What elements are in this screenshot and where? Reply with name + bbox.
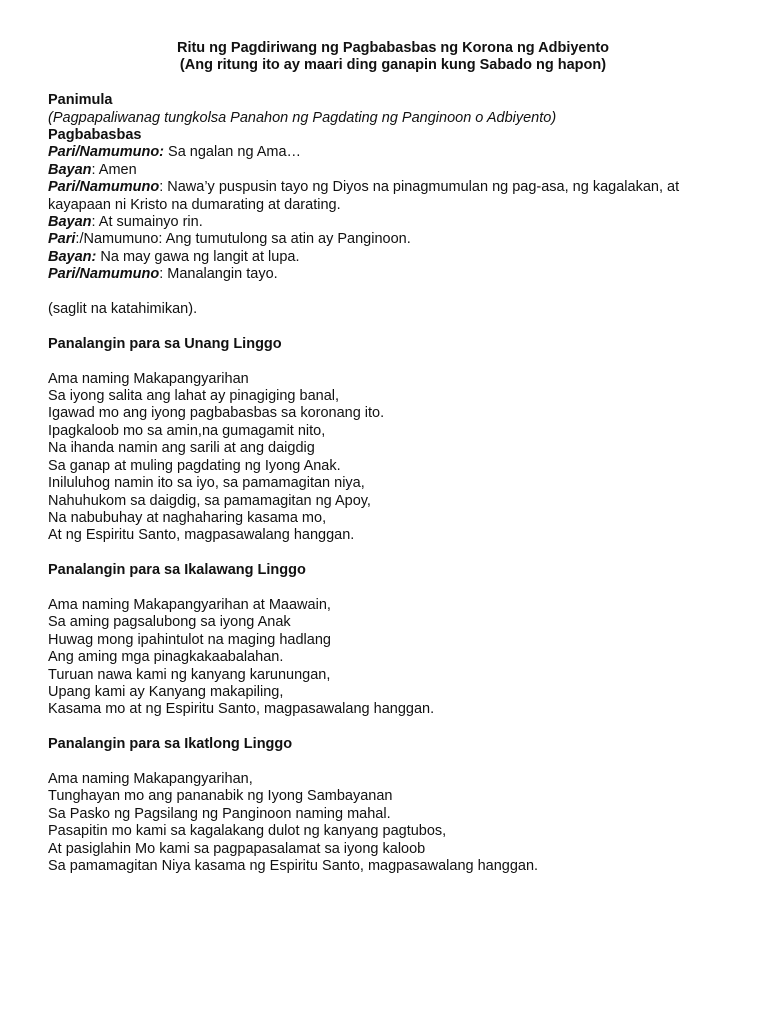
- spacer: [48, 754, 738, 771]
- document-page: [48, 40, 738, 875]
- exchange-text: : At sumainyo rin.: [91, 214, 203, 231]
- spacer: [48, 719, 738, 736]
- exchange-line: [48, 266, 738, 283]
- prayer-line: Sa iyong salita ang lahat ay pinagiging banal,: [48, 388, 340, 405]
- exchange-text: : Nawa’y puspusin tayo ng Diyos na pinagmumulan ng pag-asa, ng kagalakan, at kayapaan ni Kristo na dumarating at darating.: [48, 179, 680, 213]
- prayer-line: Huwag mong ipahintulot na maging hadlang: [48, 631, 331, 648]
- speaker-role: Pari: [48, 231, 76, 248]
- prayer-line: Upang kami ay Kanyang makapiling,: [48, 683, 284, 700]
- exchange-text: Sa ngalan ng Ama…: [164, 144, 302, 161]
- spacer: [48, 318, 738, 335]
- spacer: [48, 284, 738, 301]
- exchange-line: [48, 214, 738, 231]
- exchange-line: [48, 162, 738, 179]
- exchange-line: [48, 231, 738, 248]
- prayer-line: Na ihanda namin ang sarili at ang daigdig: [48, 440, 315, 457]
- prayer-line: Ama naming Makapangyarihan at Maawain,: [48, 596, 331, 613]
- prayer-line: Ang aming mga pinagkakaabalahan.: [48, 649, 284, 666]
- speaker-role: Bayan: [48, 214, 92, 231]
- prayer-line: At pasiglahin Mo kami sa pagpapasalamat sa iyong kaloob: [48, 840, 426, 857]
- spacer: [48, 353, 738, 370]
- prayer-line: Pasapitin mo kami sa kagalakang dulot ng kanyang pagtubos,: [48, 823, 447, 840]
- section-heading-prayer2: Panalangin para sa Ikalawang Linggo: [48, 562, 306, 579]
- exchange-text: :/Namumuno: Ang tumutulong sa atin ay Panginoon.: [75, 231, 411, 248]
- spacer: [48, 545, 738, 562]
- prayer2-lines: [48, 597, 738, 719]
- speaker-role: Pari/Namumuno: [48, 266, 160, 283]
- prayer-line: At ng Espiritu Santo, magpasawalang hanggan.: [48, 527, 355, 544]
- prayer-line: Na nabubuhay at naghaharing kasama mo,: [48, 509, 327, 526]
- spacer: [48, 75, 738, 92]
- prayer-line: Turuan nawa kami ng kanyang karunungan,: [48, 666, 331, 683]
- prayer-line: Sa pamamagitan Niya kasama ng Espiritu Santo, magpasawalang hanggan.: [48, 857, 539, 874]
- prayer-line: Ipagkaloob mo sa amin,na gumagamit nito,: [48, 422, 326, 439]
- exchange-line: [48, 179, 738, 214]
- silence-note: (saglit na katahimikan).: [48, 301, 198, 318]
- exchange-text: Na may gawa ng langit at lupa.: [96, 248, 300, 265]
- speaker-role: Pari/Namumuno: [48, 179, 160, 196]
- section-heading-panimula: Panimula: [48, 92, 113, 109]
- document-title: Ritu ng Pagdiriwang ng Pagbabasbas ng Korona ng Adbiyento: [176, 40, 610, 56]
- exchange-line: [48, 144, 738, 161]
- panimula-note: (Pagpapaliwanag tungkolsa Panahon ng Pagdating ng Panginoon o Adbiyento): [48, 109, 557, 126]
- prayer1-lines: [48, 371, 738, 545]
- exchange-text: : Manalangin tayo.: [159, 266, 278, 283]
- prayer-line: Nahuhukom sa daigdig, sa pamamagitan ng Apoy,: [48, 492, 371, 509]
- speaker-role: Bayan: [48, 161, 92, 178]
- prayer-line: Sa Pasko ng Pagsilang ng Panginoon naming mahal.: [48, 805, 391, 822]
- spacer: [48, 580, 738, 597]
- section-heading-prayer1: Panalangin para sa Unang Linggo: [48, 335, 282, 352]
- speaker-role: Pari/Namumuno:: [48, 144, 165, 161]
- exchange-text: : Amen: [91, 161, 137, 178]
- speaker-role: Bayan:: [48, 248, 97, 265]
- prayer-line: Iniluluhog namin ito sa iyo, sa pamamagitan niya,: [48, 475, 365, 492]
- prayer3-lines: [48, 771, 738, 875]
- document-subtitle: (Ang ritung ito ay maari ding ganapin kung Sabado ng hapon): [179, 57, 607, 74]
- exchange-line: [48, 249, 738, 266]
- prayer-line: Kasama mo at ng Espiritu Santo, magpasawalang hanggan.: [48, 701, 435, 718]
- prayer-line: Sa ganap at muling pagdating ng Iyong Anak.: [48, 457, 341, 474]
- prayer-line: Ama naming Makapangyarihan: [48, 370, 249, 387]
- prayer-line: Sa aming pagsalubong sa iyong Anak: [48, 614, 291, 631]
- prayer-line: Igawad mo ang iyong pagbabasbas sa koronang ito.: [48, 405, 385, 422]
- section-heading-prayer3: Panalangin para sa Ikatlong Linggo: [48, 736, 293, 753]
- prayer-line: Tunghayan mo ang pananabik ng Iyong Sambayanan: [48, 788, 393, 805]
- prayer-line: Ama naming Makapangyarihan,: [48, 770, 253, 787]
- section-heading-pagbabasbas: Pagbabasbas: [48, 127, 142, 144]
